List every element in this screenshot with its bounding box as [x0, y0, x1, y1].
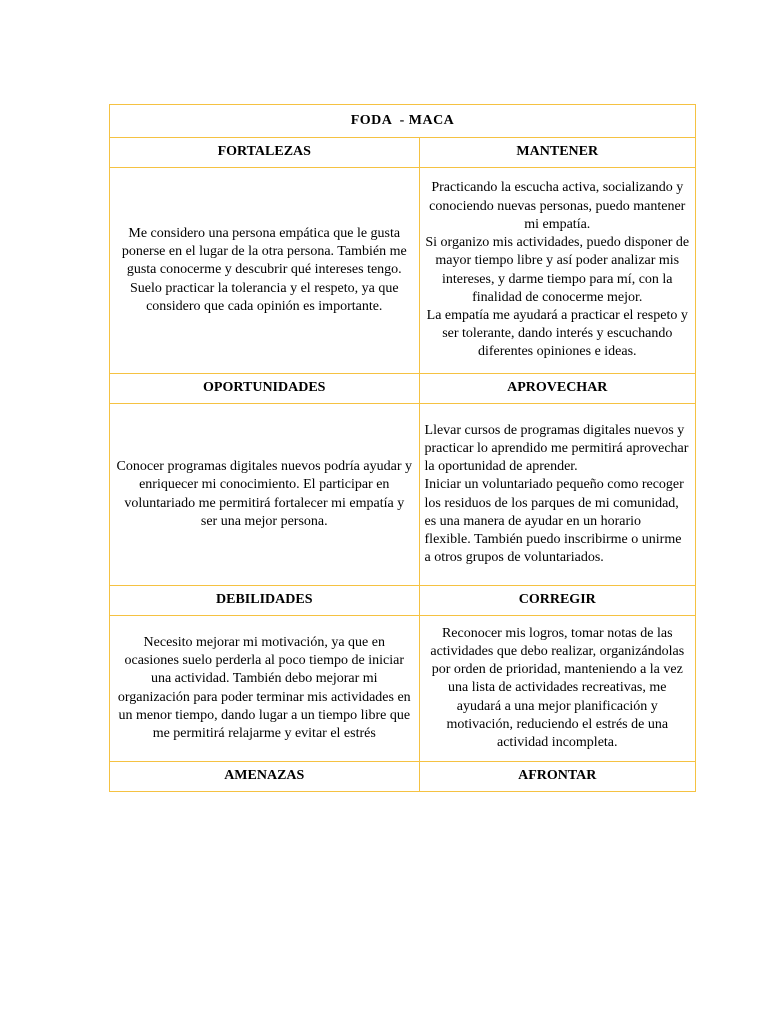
- header-amenazas: AMENAZAS: [110, 762, 420, 792]
- title-row: [110, 105, 696, 138]
- mantener-paragraph: La empatía me ayudará a practicar el respeto y ser tolerante, dando interés y escuchando diferentes opiniones e ideas.: [426, 307, 688, 360]
- header-aprovechar: APROVECHAR: [419, 374, 695, 404]
- foda-table: [109, 104, 696, 792]
- mantener-text: [419, 168, 695, 374]
- aprovechar-paragraph: Llevar cursos de programas digitales nuevos y practicar lo aprendido me permitirá aprovechar la oportunidad de aprender.: [424, 422, 689, 475]
- corregir-text: [419, 616, 695, 762]
- header-fortalezas: FORTALEZAS: [110, 138, 420, 168]
- mantener-paragraph: Practicando la escucha activa, socializando y conociendo nuevas personas, puedo mantener mi empatía.: [429, 180, 686, 232]
- header-row-amenazas: [110, 762, 696, 792]
- aprovechar-paragraph: Iniciar un voluntariado pequeño como recoger los residuos de los parques de mi comunidad, es una manera de ayudar en un horario flexible. También puedo inscribirme o unirme a otros grupos de voluntariados.: [424, 477, 684, 566]
- content-row-oportunidades: [110, 404, 696, 586]
- header-debilidades: DEBILIDADES: [110, 586, 420, 616]
- aprovechar-text: [419, 404, 695, 586]
- header-corregir: CORREGIR: [419, 586, 695, 616]
- header-mantener: MANTENER: [419, 138, 695, 168]
- debilidades-text: Necesito mejorar mi motivación, ya que en ocasiones suelo perderla al poco tiempo de iniciar una actividad. También debo mejorar mi organización para poder terminar mis actividades en un menor tiempo, dando lugar a un tiempo libre que me permitirá relajarme y evitar el estrés: [110, 616, 420, 762]
- header-row-oportunidades: [110, 374, 696, 404]
- fortalezas-text: Me considero una persona empática que le gusta ponerse en el lugar de la otra persona. También me gusta conocerme y descubrir qué intereses tengo. Suelo practicar la tolerancia y el respeto, ya que considero que cada opinión es importante.: [110, 168, 420, 374]
- header-afrontar: AFRONTAR: [419, 762, 695, 792]
- mantener-paragraph: Si organizo mis actividades, puedo disponer de mayor tiempo libre y así poder analizar mis intereses, y darme tiempo para mí, con la finalidad de conocerme mejor.: [425, 235, 690, 305]
- document-title: FODA - MACA: [110, 105, 696, 138]
- header-oportunidades: OPORTUNIDADES: [110, 374, 420, 404]
- oportunidades-text: Conocer programas digitales nuevos podría ayudar y enriquecer mi conocimiento. El participar en voluntariado me permitirá fortalecer mi empatía y ser una mejor persona.: [110, 404, 420, 586]
- content-row-debilidades: [110, 616, 696, 762]
- corregir-paragraph: Reconocer mis logros, tomar notas de las actividades que debo realizar, organizándolas por orden de prioridad, manteniendo a la vez una lista de actividades recreativas, me ayudará a una mejor planificación y motivación, reduciendo el estrés de una actividad incompleta.: [430, 625, 685, 750]
- header-row-fortalezas: [110, 138, 696, 168]
- content-row-fortalezas: [110, 168, 696, 374]
- header-row-debilidades: [110, 586, 696, 616]
